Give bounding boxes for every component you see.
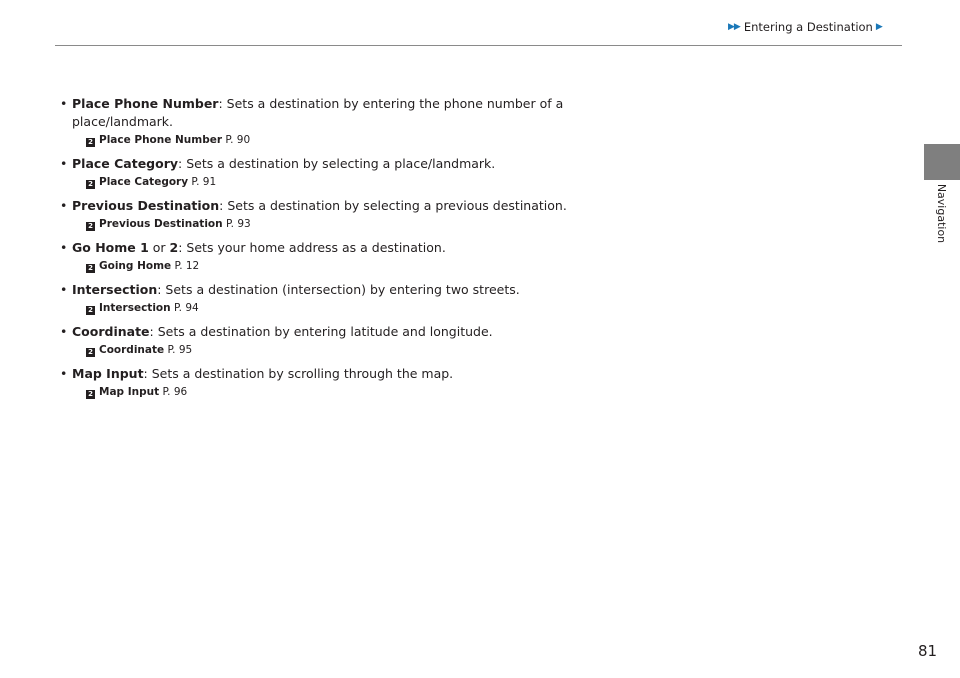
section-tab-text: Navigation <box>935 183 949 243</box>
cross-reference[interactable] <box>60 216 620 232</box>
item-term: Coordinate <box>72 324 150 339</box>
list-item <box>60 95 620 148</box>
bullet-icon: • <box>60 96 68 111</box>
item-description: : Sets a destination by selecting a place/landmark. <box>178 156 496 171</box>
breadcrumb-label: Entering a Destination <box>743 20 873 34</box>
bullet-icon: • <box>60 324 68 339</box>
reference-arrow-icon: 2 <box>86 138 95 147</box>
item-term-alt: 2 <box>169 240 179 255</box>
section-tab <box>924 144 960 180</box>
list-item <box>60 155 620 190</box>
ref-label[interactable]: Map Input <box>99 386 160 398</box>
ref-page[interactable]: P. 96 <box>162 386 188 398</box>
item-connector: or <box>148 240 170 255</box>
reference-arrow-icon: 2 <box>86 306 95 315</box>
item-description: : Sets a destination by entering the phone number of a <box>218 96 564 111</box>
ref-label[interactable]: Intersection <box>99 302 171 314</box>
item-term: Previous Destination <box>72 198 220 213</box>
list-item <box>60 281 620 316</box>
item-term: Place Phone Number <box>72 96 219 111</box>
item-term: Intersection <box>72 282 158 297</box>
bullet-icon: • <box>60 240 68 255</box>
ref-page[interactable]: P. 93 <box>225 218 251 230</box>
reference-arrow-icon: 2 <box>86 222 95 231</box>
item-term: Map Input <box>72 366 144 381</box>
ref-label[interactable]: Previous Destination <box>99 218 223 230</box>
page-number: 81 <box>918 642 938 660</box>
section-tab-label <box>922 178 960 248</box>
breadcrumb <box>728 19 883 35</box>
cross-reference[interactable] <box>60 258 620 274</box>
bullet-icon: • <box>60 156 68 171</box>
item-description: : Sets a destination by scrolling through the map. <box>143 366 454 381</box>
ref-label[interactable]: Coordinate <box>99 344 165 356</box>
double-triangle-right-icon: ▶▶ <box>728 22 740 32</box>
item-description: : Sets a destination (intersection) by entering two streets. <box>157 282 520 297</box>
ref-page[interactable]: P. 94 <box>173 302 199 314</box>
reference-arrow-icon: 2 <box>86 180 95 189</box>
item-description: : Sets a destination by entering latitude and longitude. <box>149 324 493 339</box>
item-continuation: place/landmark. <box>72 114 174 129</box>
triangle-right-icon: ▶ <box>875 22 883 32</box>
item-description: : Sets a destination by selecting a previous destination. <box>219 198 567 213</box>
ref-page[interactable]: P. 90 <box>225 134 251 146</box>
list-item <box>60 323 620 358</box>
item-description: : Sets your home address as a destination. <box>178 240 446 255</box>
cross-reference[interactable] <box>60 132 620 148</box>
reference-arrow-icon: 2 <box>86 390 95 399</box>
cross-reference[interactable] <box>60 384 620 400</box>
item-term: Go Home 1 <box>72 240 149 255</box>
reference-arrow-icon: 2 <box>86 348 95 357</box>
header-rule <box>55 45 902 46</box>
list-item <box>60 365 620 400</box>
bullet-icon: • <box>60 198 68 213</box>
bullet-icon: • <box>60 366 68 381</box>
cross-reference[interactable] <box>60 342 620 358</box>
cross-reference[interactable] <box>60 300 620 316</box>
ref-page[interactable]: P. 12 <box>174 260 200 272</box>
ref-page[interactable]: P. 91 <box>191 176 217 188</box>
ref-page[interactable]: P. 95 <box>167 344 193 356</box>
ref-label[interactable]: Place Category <box>99 176 189 188</box>
ref-label[interactable]: Going Home <box>99 260 172 272</box>
ref-label[interactable]: Place Phone Number <box>99 134 223 146</box>
cross-reference[interactable] <box>60 174 620 190</box>
reference-arrow-icon: 2 <box>86 264 95 273</box>
list-item <box>60 239 620 274</box>
bullet-icon: • <box>60 282 68 297</box>
list-item <box>60 197 620 232</box>
destination-list <box>60 95 620 407</box>
item-term: Place Category <box>72 156 179 171</box>
